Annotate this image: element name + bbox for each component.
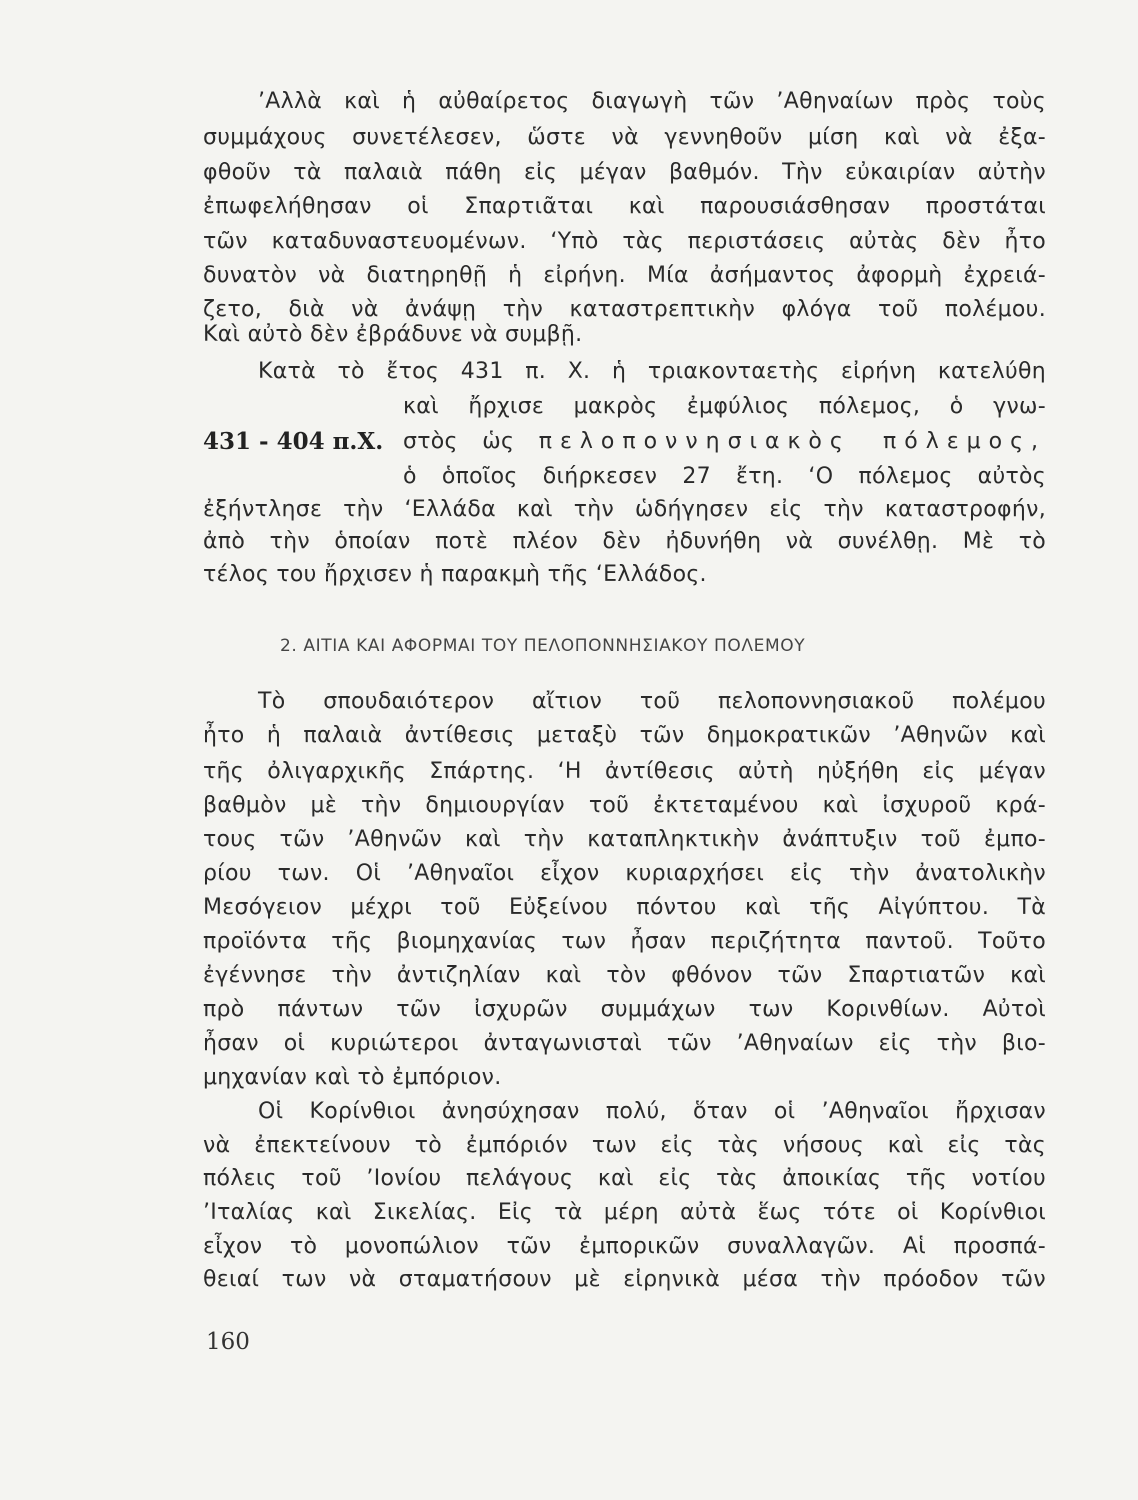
text-line: πρὸ πάντων τῶν ἰσχυρῶν συμμάχων των Κορινθίων. Αὐτοὶ: [203, 997, 1046, 1022]
text-line: βαθμὸν μὲ τὴν δημιουργίαν τοῦ ἐκτεταμένου καὶ ἰσχυροῦ κρά-: [203, 793, 1046, 818]
text-line: Καὶ αὐτὸ δὲν ἐβράδυνε νὰ συμβῇ.: [203, 322, 583, 347]
page-number: 160: [206, 1329, 250, 1355]
text-line: προϊόντα τῆς βιομηχανίας των ἦσαν περιζήτητα παντοῦ. Τοῦτο: [203, 929, 1046, 954]
text-line: Οἱ Κορίνθιοι ἀνησύχησαν πολύ, ὅταν οἱ ’Αθηναῖοι ἤρχισαν: [258, 1099, 1046, 1124]
text-line: τῶν καταδυναστευομένων. ‘Υπὸ τὰς περιστάσεις αὐτὰς δὲν ἦτο: [203, 229, 1046, 254]
text-line: ἦτο ἡ παλαιὰ ἀντίθεσις μεταξὺ τῶν δημοκρατικῶν ’Αθηνῶν καὶ: [203, 723, 1046, 748]
text-fragment: στὸς ὡς: [403, 429, 515, 454]
text-line: εἶχον τὸ μονοπώλιον τῶν ἐμπορικῶν συναλλαγῶν. Αἱ προσπά-: [203, 1234, 1046, 1259]
section-heading: 2. ΑΙΤΙΑ ΚΑΙ ΑΦΟΡΜΑΙ ΤΟΥ ΠΕΛΟΠΟΝΝΗΣΙΑΚΟΥ ΠΟΛΕΜΟΥ: [280, 636, 806, 656]
text-line: ἐγέννησε τὴν ἀντιζηλίαν καὶ τὸν φθόνον τῶν Σπαρτιατῶν καὶ: [203, 963, 1046, 988]
text-line: ἀπὸ τὴν ὁποίαν ποτὲ πλέον δὲν ἠδυνήθη νὰ συνέλθῃ. Μὲ τὸ: [203, 529, 1046, 554]
text-line: τέλος του ἤρχισεν ἡ παρακμὴ τῆς ‘Ελλάδος.: [203, 562, 707, 587]
text-line: πόλεις τοῦ ’Ιονίου πελάγους καὶ εἰς τὰς ἀποικίας τῆς νοτίου: [203, 1166, 1046, 1191]
text-line: ἐξήντλησε τὴν ‘Ελλάδα καὶ τὴν ὡδήγησεν εἰς τὴν καταστροφήν,: [203, 497, 1046, 522]
text-line: δυνατὸν νὰ διατηρηθῇ ἡ εἰρήνη. Μία ἀσήμαντος ἀφορμὴ ἐχρειά-: [203, 263, 1046, 288]
text-line: μηχανίαν καὶ τὸ ἐμπόριον.: [203, 1065, 502, 1090]
text-line: ἦσαν οἱ κυριώτεροι ἀνταγωνισταὶ τῶν ’Αθηναίων εἰς τὴν βιο-: [203, 1031, 1046, 1056]
spaced-term: πελοποννησιακὸς πόλεμος,: [538, 429, 1046, 454]
text-line: Μεσόγειον μέχρι τοῦ Εὐξείνου πόντου καὶ τῆς Αἰγύπτου. Τὰ: [203, 895, 1046, 920]
text-line: ρίου των. Οἱ ’Αθηναῖοι εἶχον κυριαρχήσει εἰς τὴν ἀνατολικὴν: [203, 861, 1046, 886]
text-line: καὶ ἤρχισε μακρὸς ἐμφύλιος πόλεμος, ὁ γνω-: [403, 394, 1046, 419]
text-line: ’Ιταλίας καὶ Σικελίας. Εἰς τὰ μέρη αὐτὰ ἕως τότε οἱ Κορίνθιοι: [203, 1200, 1046, 1225]
text-line: Τὸ σπουδαιότερον αἴτιον τοῦ πελοποννησιακοῦ πολέμου: [258, 689, 1046, 714]
text-line: τους τῶν ’Αθηνῶν καὶ τὴν καταπληκτικὴν ἀνάπτυξιν τοῦ ἐμπο-: [203, 827, 1046, 852]
text-line: φθοῦν τὰ παλαιὰ πάθη εἰς μέγαν βαθμόν. Τὴν εὐκαιρίαν αὐτὴν: [203, 160, 1046, 185]
text-line: Κατὰ τὸ ἔτος 431 π. Χ. ἡ τριακονταετὴς εἰρήνη κατελύθη: [258, 359, 1046, 384]
text-line: ὁ ὁποῖος διήρκεσεν 27 ἔτη. ‘Ο πόλεμος αὐτὸς: [403, 464, 1046, 489]
text-line-spaced: [403, 428, 1046, 456]
text-line: ’Αλλὰ καὶ ἡ αὐθαίρετος διαγωγὴ τῶν ’Αθηναίων πρὸς τοὺς: [258, 89, 1046, 114]
text-line: τῆς ὀλιγαρχικῆς Σπάρτης. ‘Η ἀντίθεσις αὐτὴ ηὐξήθη εἰς μέγαν: [203, 759, 1046, 784]
text-line: ζετο, διὰ νὰ ἀνάψῃ τὴν καταστρεπτικὴν φλόγα τοῦ πολέμου.: [203, 297, 1046, 322]
text-line: ἐπωφελήθησαν οἱ Σπαρτιᾶται καὶ παρουσιάσθησαν προστάται: [203, 194, 1046, 219]
margin-date-note: 431 - 404 π.Χ.: [203, 428, 384, 455]
text-line: θειαί των νὰ σταματήσουν μὲ εἰρηνικὰ μέσα τὴν πρόοδον τῶν: [203, 1267, 1046, 1292]
text-line: νὰ ἐπεκτείνουν τὸ ἐμπόριόν των εἰς τὰς νήσους καὶ εἰς τὰς: [203, 1133, 1046, 1158]
text-line: συμμάχους συνετέλεσεν, ὥστε νὰ γεννηθοῦν μίση καὶ νὰ ἐξα-: [203, 125, 1046, 150]
